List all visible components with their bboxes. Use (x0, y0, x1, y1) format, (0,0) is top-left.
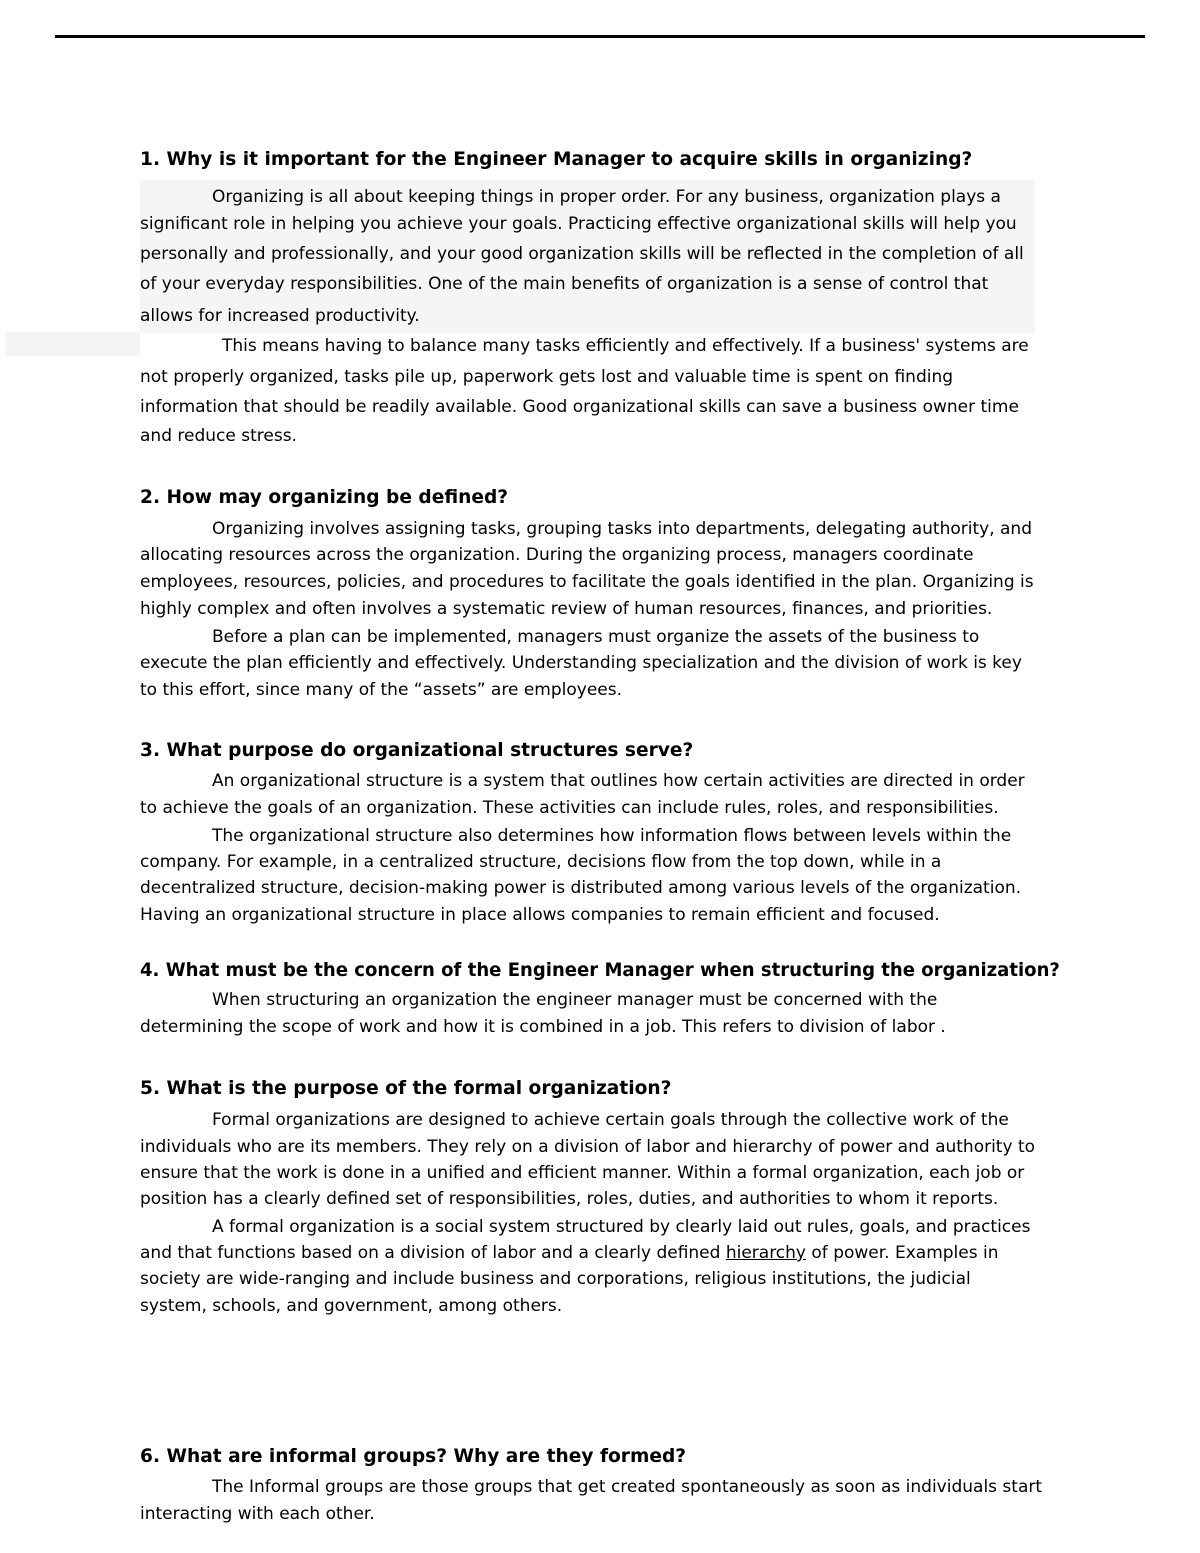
answer-line: allows for increased productivity. (140, 306, 420, 326)
answer-line: A formal organization is a social system structured by clearly laid out rules, goals, and practices (212, 1217, 1031, 1237)
answer-line: system, schools, and government, among others. (140, 1296, 563, 1316)
answer-line: position has a clearly defined set of responsibilities, roles, duties, and authorities to whom it reports. (140, 1189, 999, 1209)
answer-line: highly complex and often involves a systematic review of human resources, finances, and priorities. (140, 599, 993, 619)
answer-line: to this effort, since many of the “assets” are employees. (140, 680, 623, 700)
answer-line: to achieve the goals of an organization. These activities can include rules, roles, and responsibilities. (140, 798, 999, 818)
answer-line: determining the scope of work and how it is combined in a job. This refers to division of labor . (140, 1017, 946, 1037)
answer-line: Organizing involves assigning tasks, grouping tasks into departments, delegating authority, and (212, 519, 1032, 539)
answer-line: Before a plan can be implemented, managers must organize the assets of the business to (212, 627, 980, 647)
answer-line: information that should be readily available. Good organizational skills can save a business owner time (140, 397, 1019, 417)
answer-line: personally and professionally, and your good organization skills will be reflected in the completion of all (140, 244, 1024, 264)
top-rule (55, 35, 1145, 38)
question-3-heading: 3. What purpose do organizational structures serve? (140, 740, 694, 761)
line-text: of power. Examples in (806, 1243, 999, 1263)
answer-line: When structuring an organization the engineer manager must be concerned with the (212, 990, 938, 1010)
answer-line: This means having to balance many tasks efficiently and effectively. If a business' systems are (222, 336, 1029, 356)
question-5-heading: 5. What is the purpose of the formal organization? (140, 1078, 672, 1099)
answer-line: of your everyday responsibilities. One of the main benefits of organization is a sense of control that (140, 274, 989, 294)
question-1-heading: 1. Why is it important for the Engineer Manager to acquire skills in organizing? (140, 149, 973, 170)
answer-line: Organizing is all about keeping things in proper order. For any business, organization plays a (212, 187, 1001, 207)
answer-line: ensure that the work is done in a unified and efficient manner. Within a formal organization, each job or (140, 1163, 1025, 1183)
answer-line: Having an organizational structure in place allows companies to remain efficient and focused. (140, 905, 940, 925)
answer-line: The organizational structure also determines how information flows between levels within the (212, 826, 1012, 846)
highlight-band-left (5, 332, 140, 356)
answer-line: execute the plan efficiently and effectively. Understanding specialization and the division of work is key (140, 653, 1022, 673)
answer-line: significant role in helping you achieve your goals. Practicing effective organizational skills will help you (140, 214, 1017, 234)
answer-line: society are wide-ranging and include business and corporations, religious institutions, the judicial (140, 1269, 971, 1289)
answer-line: company. For example, in a centralized structure, decisions flow from the top down, while in a (140, 852, 942, 872)
hierarchy-link[interactable]: hierarchy (725, 1243, 806, 1263)
answer-line: interacting with each other. (140, 1504, 375, 1524)
question-2-heading: 2. How may organizing be defined? (140, 487, 509, 508)
answer-line: individuals who are its members. They rely on a division of labor and hierarchy of power and authority to (140, 1137, 1036, 1157)
answer-line: An organizational structure is a system that outlines how certain activities are directed in order (212, 771, 1025, 791)
question-6-heading: 6. What are informal groups? Why are they formed? (140, 1446, 687, 1467)
answer-line: Formal organizations are designed to achieve certain goals through the collective work of the (212, 1110, 1009, 1130)
answer-line: employees, resources, policies, and procedures to facilitate the goals identified in the plan. Organizing is (140, 572, 1034, 592)
answer-line: The Informal groups are those groups that get created spontaneously as soon as individuals start (212, 1477, 1043, 1497)
answer-line: allocating resources across the organization. During the organizing process, managers coordinate (140, 545, 974, 565)
line-text: and that functions based on a division of labor and a clearly defined (140, 1243, 726, 1263)
answer-line: and reduce stress. (140, 426, 297, 446)
answer-line: decentralized structure, decision-making power is distributed among various levels of the organization. (140, 878, 1022, 898)
question-4-heading: 4. What must be the concern of the Engineer Manager when structuring the organization? (140, 960, 1060, 981)
answer-line-with-link (140, 1242, 999, 1264)
answer-line: not properly organized, tasks pile up, paperwork gets lost and valuable time is spent on finding (140, 367, 954, 387)
